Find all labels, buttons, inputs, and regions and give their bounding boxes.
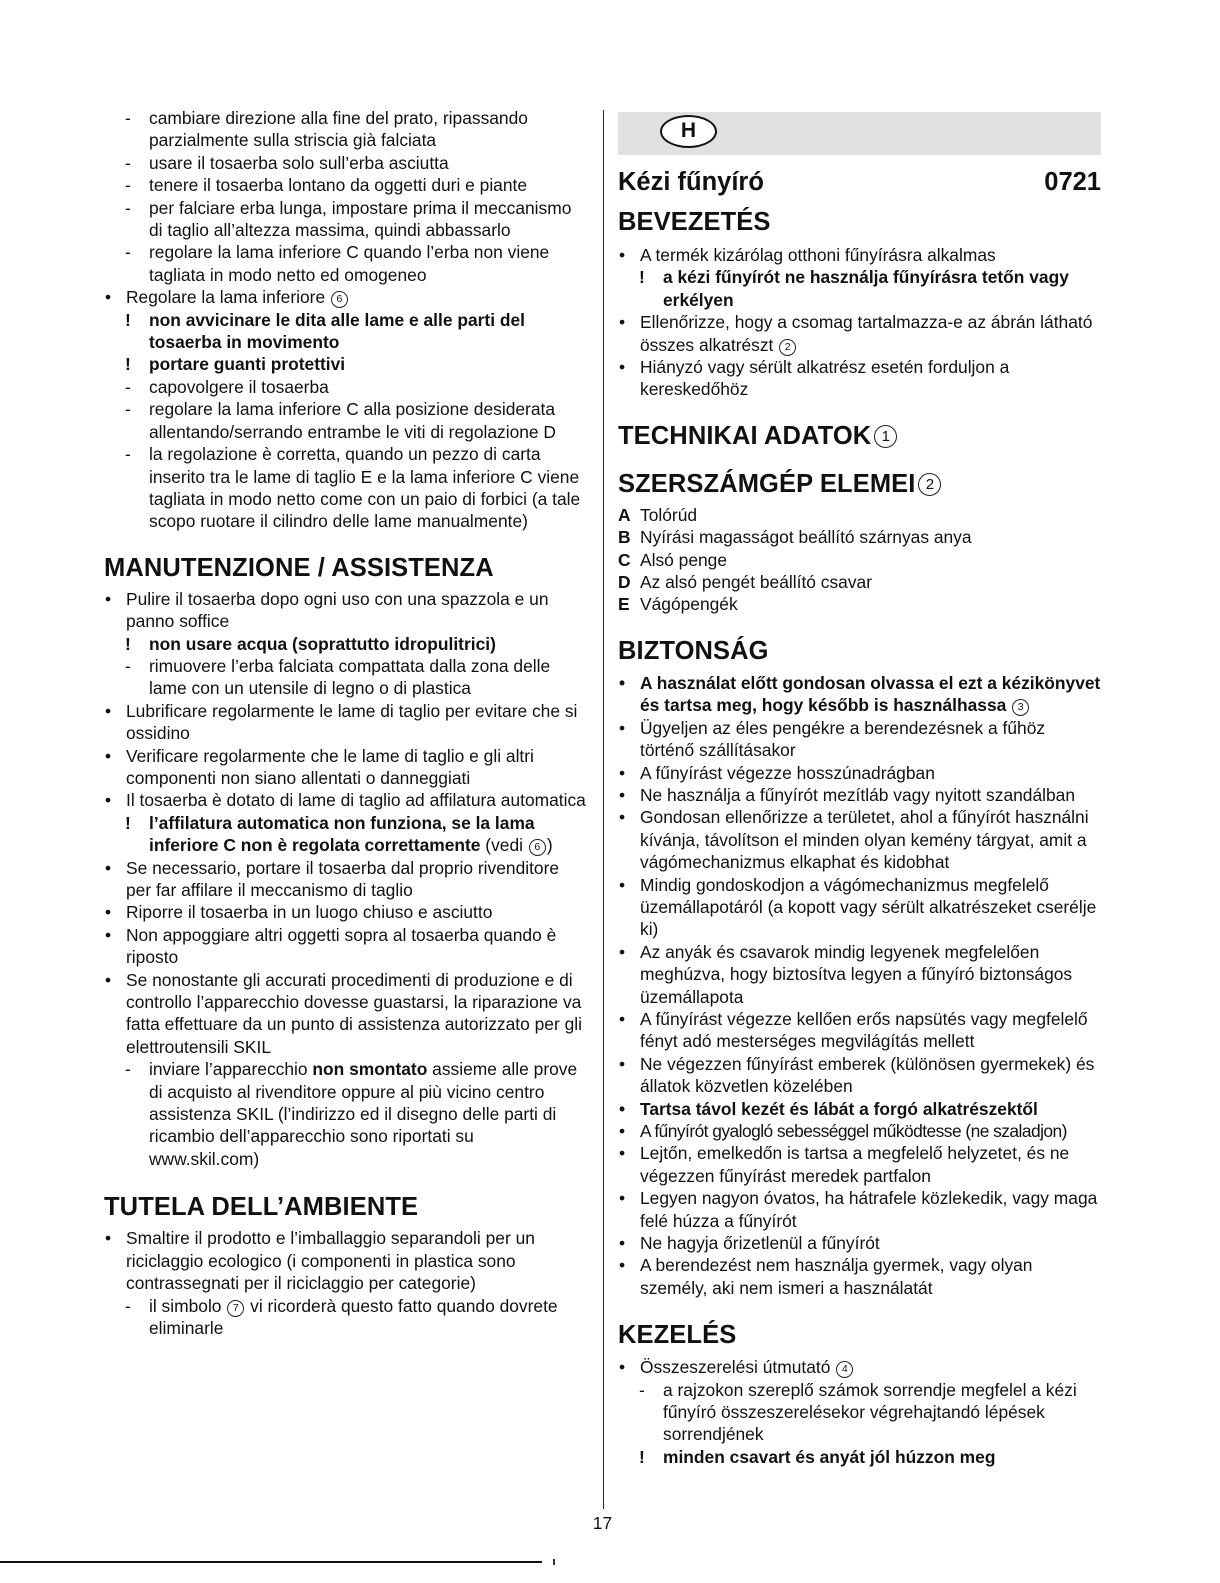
list-item [618,672,1101,717]
item-text: Se nonostante gli accurati procedimenti di produzione e di controllo l’apparecchio dovesse guastarsi, la riparazione va fatta effettuare da un punto di assistenza autorizzato per gli elettroutensili SKIL [126,969,582,1057]
list-item [618,784,1101,806]
intro-list [618,244,1101,401]
warning-marker: ! [125,354,131,375]
dash-marker: - [639,1379,645,1400]
list-item [618,762,1101,784]
list-item [618,266,1101,311]
bullet-marker: • [105,588,112,609]
item-text: Az anyák és csavarok mindig legyenek megfelelően meghúzva, hogy biztosítva legyen a fűnyíró biztonságos üzemállapota [640,941,1073,1007]
item-text: ) [546,835,553,856]
list-item [104,309,588,354]
item-text: la regolazione è corretta, quando un pezzo di carta inserito tra le lame di taglio E e la lama inferiore C viene tagliata in modo netto come con un paio di forbici (a tale scopo ruotare il cilindro delle lame manualmente) [149,444,581,532]
list-item [104,1058,588,1170]
bullet-marker: • [619,672,626,693]
item-text: cambiare direzione alla fine del prato, ripassando parzialmente sulla striscia già falciata [149,108,528,151]
figure-ref: 3 [1012,699,1029,716]
warning-marker: ! [125,812,131,833]
dash-marker: - [125,655,131,676]
list-item [104,588,588,633]
bullet-marker: • [105,969,112,990]
item-text: Regolare la lama inferiore [126,287,330,308]
figure-ref: 6 [331,291,348,308]
item-text: non smontato [312,1059,428,1080]
heading-kezeles: KEZELÉS [618,1321,737,1350]
list-item [618,1254,1101,1299]
bullet-marker: • [105,287,112,308]
maintenance-list [104,588,588,1171]
list-item [618,1120,1101,1142]
item-text: A fűnyírást végezze hosszúnadrágban [640,762,935,783]
item-text: Non appoggiare altri oggetti sopra al tosaerba quando è riposto [126,924,557,968]
bullet-marker: • [619,784,626,805]
bullet-marker: • [105,745,112,766]
bullet-marker: • [619,717,626,738]
item-text: Ellenőrizze, hogy a csomag tartalmazza-e az ábrán látható összes alkatrészt [640,312,1093,355]
language-band [618,112,1101,155]
part-label: Alsó penge [640,549,728,570]
warning-marker: ! [639,1446,645,1467]
list-item [618,356,1101,401]
product-title-row [618,167,1101,197]
dash-marker: - [125,152,131,173]
item-text: l’affilatura automatica non funziona, se la lama inferiore C non è regolata correttamente [149,812,535,856]
item-text: usare il tosaerba solo sull’erba asciutta [149,152,449,173]
parts-list-item [618,526,1101,548]
list-item [104,398,588,443]
figure-ref-2: 2 [918,473,941,496]
list-item [104,286,588,308]
item-text: A termék kizárólag otthoni fűnyírásra alkalmas [640,245,996,265]
item-text: per falciare erba lunga, impostare prima il meccanismo di taglio all’altezza massima, quindi abbassarlo [149,197,572,241]
bullet-marker: • [619,1143,626,1164]
list-item [104,924,588,969]
dash-marker: - [125,1295,131,1316]
list-item [104,241,588,286]
part-letter: B [618,527,631,548]
bullet-marker: • [619,357,626,378]
heading-tutela-ambiente: TUTELA DELL’AMBIENTE [104,1193,419,1222]
list-item [104,700,588,745]
item-text: Tartsa távol kezét és lábát a forgó alkatrészektől [640,1098,1038,1119]
list-item [618,1379,1101,1446]
dash-marker: - [125,175,131,196]
list-item [104,745,588,790]
list-item [104,376,588,398]
part-letter: D [618,572,631,593]
item-text: Ne hagyja őrizetlenül a fűnyírót [640,1233,880,1254]
list-item [618,806,1101,873]
bullet-marker: • [619,807,626,828]
bullet-marker: • [619,762,626,783]
item-text [1006,695,1011,715]
item-text: Il tosaerba è dotato di lame di taglio ad affilatura automatica [126,790,586,811]
list-item [104,812,588,857]
bullet-marker: • [619,1121,625,1141]
item-text: non avvicinare le dita alle lame e alle parti del tosaerba in movimento [149,309,525,353]
dash-marker: - [125,197,131,218]
list-item [618,874,1101,941]
item-text: Ne végezzen fűnyírást emberek (különösen gyermekek) és állatok közvetlen közelében [640,1053,1095,1097]
figure-ref: 7 [227,1300,244,1317]
bullet-marker: • [619,1053,626,1074]
heading-szerszamgep-elemei [618,469,1101,499]
dash-marker: - [125,1059,131,1080]
item-text: Ügyeljen az éles pengékre a berendezésnek a fűhöz történő szállításakor [640,717,1046,761]
right-column [618,107,1101,1468]
item-text: a kézi fűnyírót ne használja fűnyírásra tetőn vagy erkélyen [663,267,1069,310]
list-item [618,1008,1101,1053]
item-text: portare guanti protettivi [149,354,346,375]
parts-list-item [618,504,1101,526]
list-item [104,969,588,1059]
list-item [104,353,588,375]
bullet-marker: • [619,1098,626,1119]
item-text: A használat előtt gondosan olvassa el ezt a kézikönyvet és tartsa meg, hogy később is használhassa [640,672,1101,716]
bullet-marker: • [619,1233,626,1254]
list-item [618,1187,1101,1232]
item-text: Ne használja a fűnyírót mezítláb vagy nyitott szandálban [640,784,1076,805]
part-label: Vágópengék [640,594,738,615]
item-text: vi ricorderà questo fatto quando dovrete eliminarle [149,1295,558,1338]
bullet-marker: • [619,1357,626,1378]
warning-marker: ! [639,267,645,288]
item-text: Verificare regolarmente che le lame di taglio e gli altri componenti non siano allentati o danneggiati [126,745,534,788]
item-text: Riporre il tosaerba in un luogo chiuso e asciutto [126,902,493,923]
bullet-marker: • [105,924,112,945]
list-item [104,197,588,242]
dash-marker: - [125,444,131,465]
product-title: Kézi fűnyíró [618,168,764,196]
warning-marker: ! [125,309,131,330]
list-item [618,1142,1101,1187]
item-text: Legyen nagyon óvatos, ha hátrafele közlekedik, vagy maga felé húzza a fűnyírót [640,1188,1098,1231]
dash-marker: - [125,376,131,397]
part-letter: E [618,594,630,615]
page-number: 17 [592,1513,613,1533]
bullet-marker: • [619,1188,626,1209]
item-text: non usare acqua (soprattutto idropulitrici) [149,633,496,654]
parts-list-item [618,571,1101,593]
figure-ref-1: 1 [874,425,897,448]
left-column [104,107,588,1339]
heading-technikai-adatok-text: TECHNIKAI ADATOK [618,421,872,450]
item-text: Pulire il tosaerba dopo ogni uso con una spazzola e un panno soffice [126,588,549,632]
list-item [618,1098,1101,1120]
list-item [104,107,588,152]
part-letter: A [618,504,631,525]
list-item [618,1446,1101,1468]
bullet-marker: • [105,1228,112,1249]
item-text: a rajzokon szereplő számok sorrendje megfelel a kézi fűnyíró összeszerelésekor végrehajtandó lépések sorrendjének [663,1379,1077,1445]
heading-biztonsag: BIZTONSÁG [618,636,769,665]
part-label: Az alsó pengét beállító csavar [640,572,873,593]
list-item [104,1295,588,1340]
safety-list [618,672,1101,1299]
bullet-marker: • [619,874,626,895]
adjustment-list [104,107,588,533]
list-item [618,717,1101,762]
parts-list-item [618,549,1101,571]
item-text: il simbolo [149,1295,227,1316]
list-item [104,857,588,902]
bullet-marker: • [619,1008,626,1029]
heading-technikai-adatok [618,421,1101,451]
list-item [618,311,1101,356]
list-item [104,443,588,533]
item-text: regolare la lama inferiore C quando l’erba non viene tagliata in modo netto ed omogeneo [149,242,550,285]
item-text: assieme alle prove di acquisto al rivenditore oppure al più vicino centro assistenza SKIL (l’indirizzo ed il disegno delle parti di ricambio dell’apparecchio sono riportati su www.skil.com) [149,1059,578,1169]
bullet-marker: • [105,857,112,878]
parts-list [618,504,1101,616]
item-text: Mindig gondoskodjon a vágómechanizmus megfelelő üzemállapotáról (a kopott vagy sérült alkatrészeket cserélje ki) [640,874,1097,940]
bullet-marker: • [619,941,626,962]
list-item [104,174,588,196]
item-text: Se necessario, portare il tosaerba dal proprio rivenditore per far affilare il meccanismo di taglio [126,857,560,900]
figure-ref: 4 [836,1361,853,1378]
list-item [104,152,588,174]
bullet-marker: • [619,1255,626,1276]
dash-marker: - [125,108,131,128]
item-text: minden csavart és anyát jól húzzon meg [663,1446,996,1467]
part-label: Nyírási magasságot beállító szárnyas anya [640,527,972,548]
item-text: rimuovere l’erba falciata compattata dalla zona delle lame con un utensile di legno o di plastica [149,655,551,699]
part-label: Tolórúd [640,504,698,525]
list-item [618,1232,1101,1254]
heading-szerszamgep-elemei-text: SZERSZÁMGÉP ELEMEI [618,469,916,498]
operation-list [618,1356,1101,1468]
heading-manutenzione: MANUTENZIONE / ASSISTENZA [104,553,494,582]
column-divider [603,110,604,1509]
footer-crop-mark [553,1559,555,1565]
item-text: A fűnyírást végezze kellően erős napsütés vagy megfelelő fényt adó mesterséges megvilágítás mellett [640,1008,1088,1052]
list-item [104,901,588,923]
parts-list-item [618,593,1101,615]
bullet-marker: • [105,902,112,923]
item-text: tenere il tosaerba lontano da oggetti duri e piante [149,175,528,196]
list-item [104,1227,588,1294]
bullet-marker: • [619,245,626,265]
item-text: Összeszerelési útmutató [640,1357,836,1378]
figure-ref: 6 [529,839,546,856]
figure-ref: 2 [779,339,796,356]
bullet-marker: • [105,700,112,721]
item-text: Lejtőn, emelkedőn is tartsa a megfelelő helyzetet, és ne végezzen fűnyírást meredek partfalon [640,1143,1070,1186]
list-item [618,244,1101,266]
heading-bevezetes: BEVEZETÉS [618,208,771,236]
warning-marker: ! [125,633,131,654]
item-text: A fűnyírót gyalogló sebességgel működtesse (ne szaladjon) [640,1121,1067,1141]
list-item [618,1356,1101,1378]
list-item [618,1053,1101,1098]
item-text: Hiányzó vagy sérült alkatrész esetén forduljon a kereskedőhöz [640,357,1010,400]
bullet-marker: • [619,312,626,333]
bullet-marker: • [105,790,112,811]
list-item [104,789,588,811]
item-text: A berendezést nem használja gyermek, vagy olyan személy, aki nem ismeri a használatát [640,1255,1033,1298]
item-text: Gondosan ellenőrizze a területet, ahol a fűnyírót használni kívánja, távolítson el minden olyan kemény tárgyat, amit a vágómechanizmus elkaphat és kidobhat [640,807,1089,873]
model-number: 0721 [1044,168,1101,196]
dash-marker: - [125,399,131,420]
item-text: regolare la lama inferiore C alla posizione desiderata allentando/serrando entrambe le viti di regolazione D [149,399,556,442]
item-text: Lubrificare regolarmente le lame di taglio per evitare che si ossidino [126,700,578,744]
language-badge: H [660,115,717,148]
list-item [104,655,588,700]
part-letter: C [618,549,631,570]
list-item [104,633,588,655]
dash-marker: - [125,242,131,263]
item-text: (vedi [480,835,528,856]
item-text: capovolgere il tosaerba [149,376,329,397]
environment-list [104,1227,588,1339]
list-item [618,941,1101,1008]
item-text: inviare l’apparecchio [149,1059,313,1080]
footer-rule [0,1561,542,1563]
item-text: Smaltire il prodotto e l’imballaggio separandoli per un riciclaggio ecologico (i componenti in plastica sono contrassegnati per il riciclaggio per categorie) [126,1228,535,1294]
